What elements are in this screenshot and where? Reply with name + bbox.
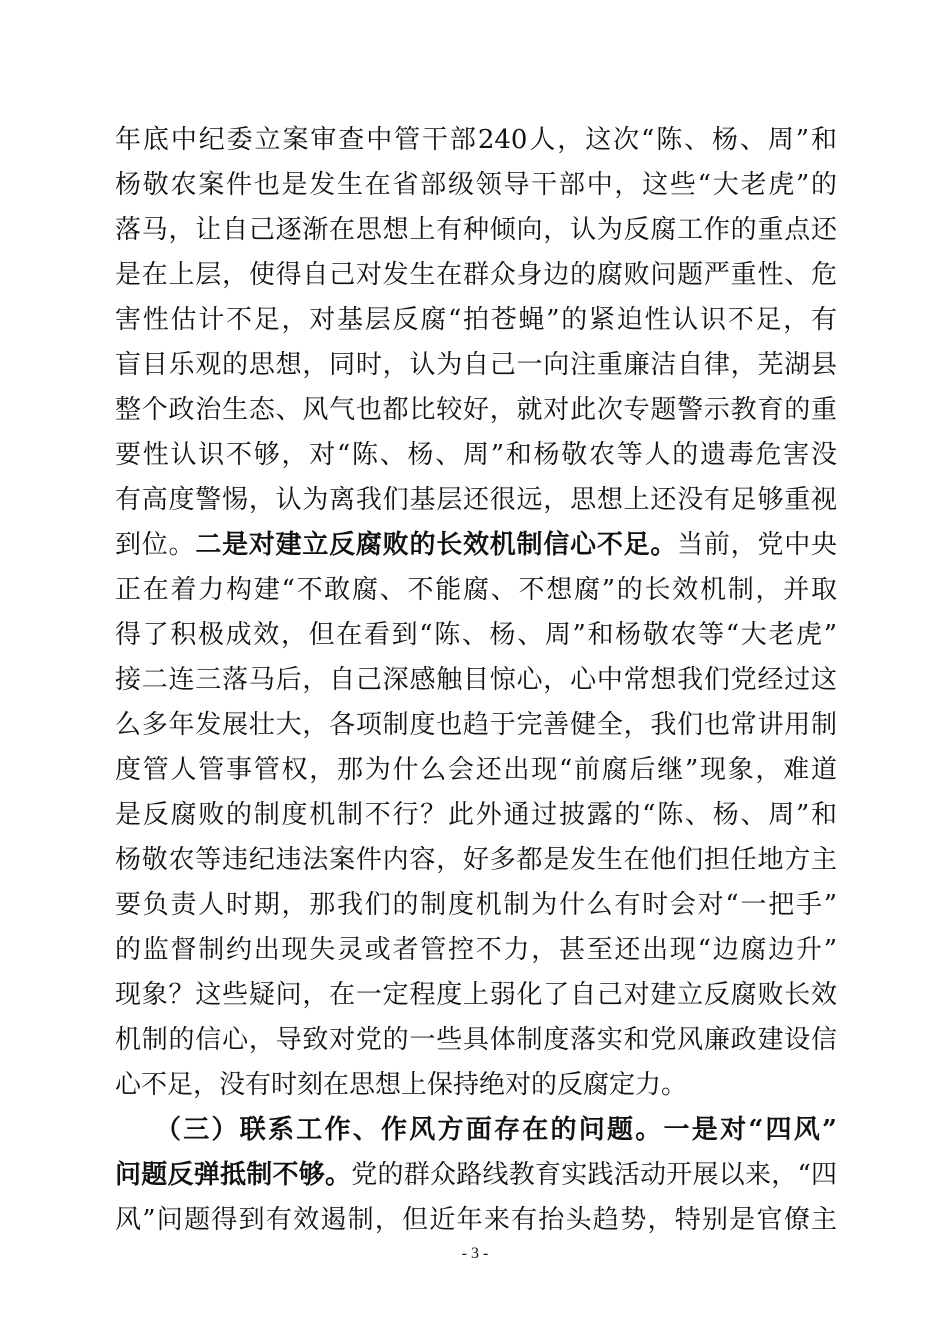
- body-text: 到位。: [115, 530, 196, 560]
- document-body: [115, 118, 837, 1243]
- text-line: [115, 928, 837, 973]
- body-text: 现象？这些疑问，在一定程度上弱化了自己对建立反腐败长效: [115, 980, 837, 1010]
- text-line: [115, 838, 837, 883]
- body-text: 得了积极成效，但在看到“陈、杨、周”和杨敬农等“大老虎”: [115, 620, 837, 650]
- text-line: [115, 1198, 837, 1243]
- bold-text: （三）联系工作、作风方面存在的问题。一是对“四风”: [155, 1115, 837, 1145]
- body-text: 是反腐败的制度机制不行？此外通过披露的“陈、杨、周”和: [115, 800, 837, 830]
- body-text: 机制的信心，导致对党的一些具体制度落实和党风廉政建设信: [115, 1025, 837, 1055]
- text-line: [115, 748, 837, 793]
- text-line: [115, 298, 837, 343]
- body-text: 要性认识不够，对“陈、杨、周”和杨敬农等人的遗毒危害没: [115, 440, 837, 470]
- bold-text: 二是对建立反腐败的长效机制信心不足。: [195, 530, 678, 560]
- text-line: [115, 388, 837, 433]
- text-line: [115, 478, 837, 523]
- bold-text: 问题反弹抵制不够。: [115, 1160, 352, 1190]
- body-text: 落马，让自己逐渐在思想上有种倾向，认为反腐工作的重点还: [115, 215, 837, 245]
- body-text: 盲目乐观的思想，同时，认为自己一向注重廉洁自律，芜湖县: [115, 350, 837, 380]
- body-text: 党的群众路线教育实践活动开展以来，“四: [351, 1160, 837, 1190]
- body-text: 度管人管事管权，那为什么会还出现“前腐后继”现象，难道: [115, 755, 837, 785]
- body-text: 杨敬农等违纪违法案件内容，好多都是发生在他们担任地方主: [115, 845, 837, 875]
- text-line: [115, 703, 837, 748]
- text-line: [115, 568, 837, 613]
- text-line: [115, 973, 837, 1018]
- body-text: 害性估计不足，对基层反腐“拍苍蝇”的紧迫性认识不足，有: [115, 305, 837, 335]
- text-line: [115, 1108, 837, 1153]
- body-text: 要负责人时期，那我们的制度机制为什么有时会对“一把手”: [115, 890, 837, 920]
- text-line: [115, 1063, 837, 1108]
- body-text: 有高度警惕，认为离我们基层还很远，思想上还没有足够重视: [115, 485, 837, 515]
- text-line: [115, 523, 837, 568]
- body-text: 年底中纪委立案审查中管干部240人，这次“陈、杨、周”和: [115, 125, 837, 155]
- text-line: [115, 343, 837, 388]
- text-line: [115, 253, 837, 298]
- page-number: - 3 -: [461, 1245, 489, 1262]
- text-line: [115, 658, 837, 703]
- text-line: [115, 1018, 837, 1063]
- body-text: 正在着力构建“不敢腐、不能腐、不想腐”的长效机制，并取: [115, 575, 837, 605]
- text-line: [115, 793, 837, 838]
- body-text: 是在上层，使得自己对发生在群众身边的腐败问题严重性、危: [115, 260, 837, 290]
- text-line: [115, 883, 837, 928]
- text-line: [115, 208, 837, 253]
- body-text: 心不足，没有时刻在思想上保持绝对的反腐定力。: [115, 1070, 688, 1100]
- body-text: 当前，党中央: [677, 530, 837, 560]
- body-text: 风”问题得到有效遏制，但近年来有抬头趋势，特别是官僚主: [115, 1205, 837, 1235]
- body-text: 的监督制约出现失灵或者管控不力，甚至还出现“边腐边升”: [115, 935, 837, 965]
- text-line: [115, 613, 837, 658]
- text-line: [115, 163, 837, 208]
- text-line: [115, 1153, 837, 1198]
- body-text: 整个政治生态、风气也都比较好，就对此次专题警示教育的重: [115, 395, 837, 425]
- text-line: [115, 433, 837, 478]
- body-text: 么多年发展壮大，各项制度也趋于完善健全，我们也常讲用制: [115, 710, 837, 740]
- text-line: [115, 118, 837, 163]
- body-text: 杨敬农案件也是发生在省部级领导干部中，这些“大老虎”的: [115, 170, 837, 200]
- body-text: 接二连三落马后，自己深感触目惊心，心中常想我们党经过这: [115, 665, 837, 695]
